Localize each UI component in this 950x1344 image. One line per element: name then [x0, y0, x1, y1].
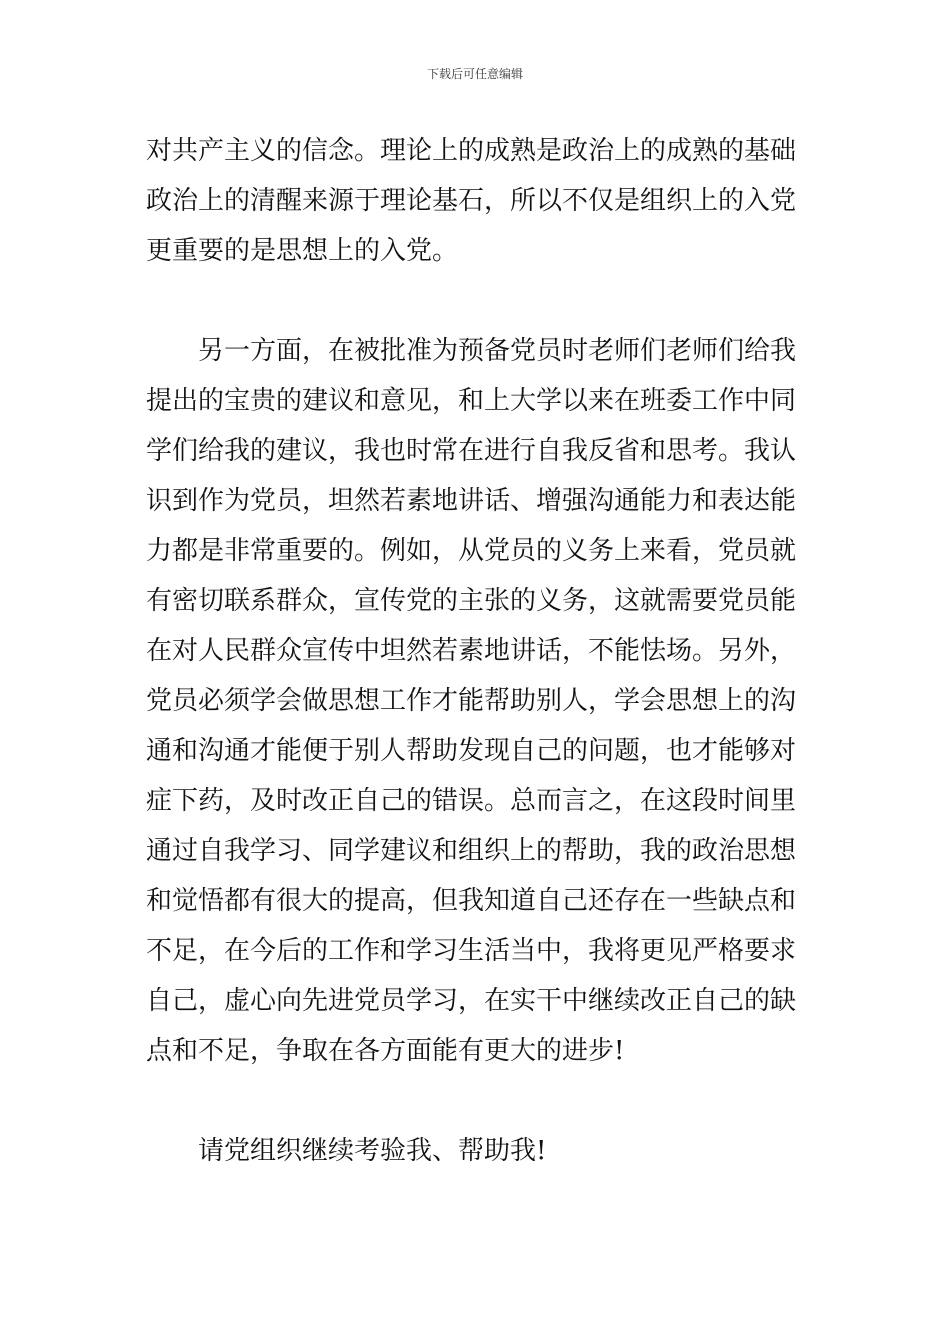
- paragraph-gap: [146, 276, 810, 326]
- paragraph-3: [146, 1126, 810, 1176]
- text-line: 另一方面，在被批准为预备党员时老师们老师们给我: [198, 336, 797, 366]
- text-line: 更重要的是思想上的入党。: [146, 236, 459, 266]
- text-line: 和觉悟都有很大的提高，但我知道自己还存在一些缺点和: [146, 886, 797, 916]
- paragraph-1: [146, 126, 810, 276]
- paragraph-gap: [146, 1076, 810, 1126]
- text-line: 提出的宝贵的建议和意见，和上大学以来在班委工作中同: [146, 386, 797, 416]
- text-line: 党员必须学会做思想工作才能帮助别人，学会思想上的沟: [146, 686, 797, 716]
- text-line: 通和沟通才能便于别人帮助发现自己的问题，也才能够对: [146, 736, 797, 766]
- document-body: [146, 126, 810, 1176]
- text-line: 通过自我学习、同学建议和组织上的帮助，我的政治思想: [146, 836, 797, 866]
- text-line: 不足，在今后的工作和学习生活当中，我将更见严格要求: [146, 936, 797, 966]
- text-line: 点和不足，争取在各方面能有更大的进步!: [146, 1036, 625, 1066]
- text-line: 学们给我的建议，我也时常在进行自我反省和思考。我认: [146, 436, 797, 466]
- text-line: 症下药，及时改正自己的错误。总而言之，在这段时间里: [146, 786, 797, 816]
- text-line: 政治上的清醒来源于理论基石，所以不仅是组织上的入党: [146, 186, 797, 216]
- text-line: 识到作为党员，坦然若素地讲话、增强沟通能力和表达能: [146, 486, 797, 516]
- text-line: 在对人民群众宣传中坦然若素地讲话，不能怯场。另外，: [146, 636, 797, 666]
- text-line: 请党组织继续考验我、帮助我!: [198, 1136, 547, 1166]
- text-line: 对共产主义的信念。理论上的成熟是政治上的成熟的基础: [146, 136, 797, 166]
- header-note: 下载后可任意编辑: [426, 67, 523, 81]
- paragraph-2: [146, 326, 810, 1076]
- text-line: 自己，虚心向先进党员学习，在实干中继续改正自己的缺: [146, 986, 797, 1016]
- text-line: 有密切联系群众，宣传党的主张的义务，这就需要党员能: [146, 586, 797, 616]
- text-line: 力都是非常重要的。例如，从党员的义务上来看，党员就: [146, 536, 797, 566]
